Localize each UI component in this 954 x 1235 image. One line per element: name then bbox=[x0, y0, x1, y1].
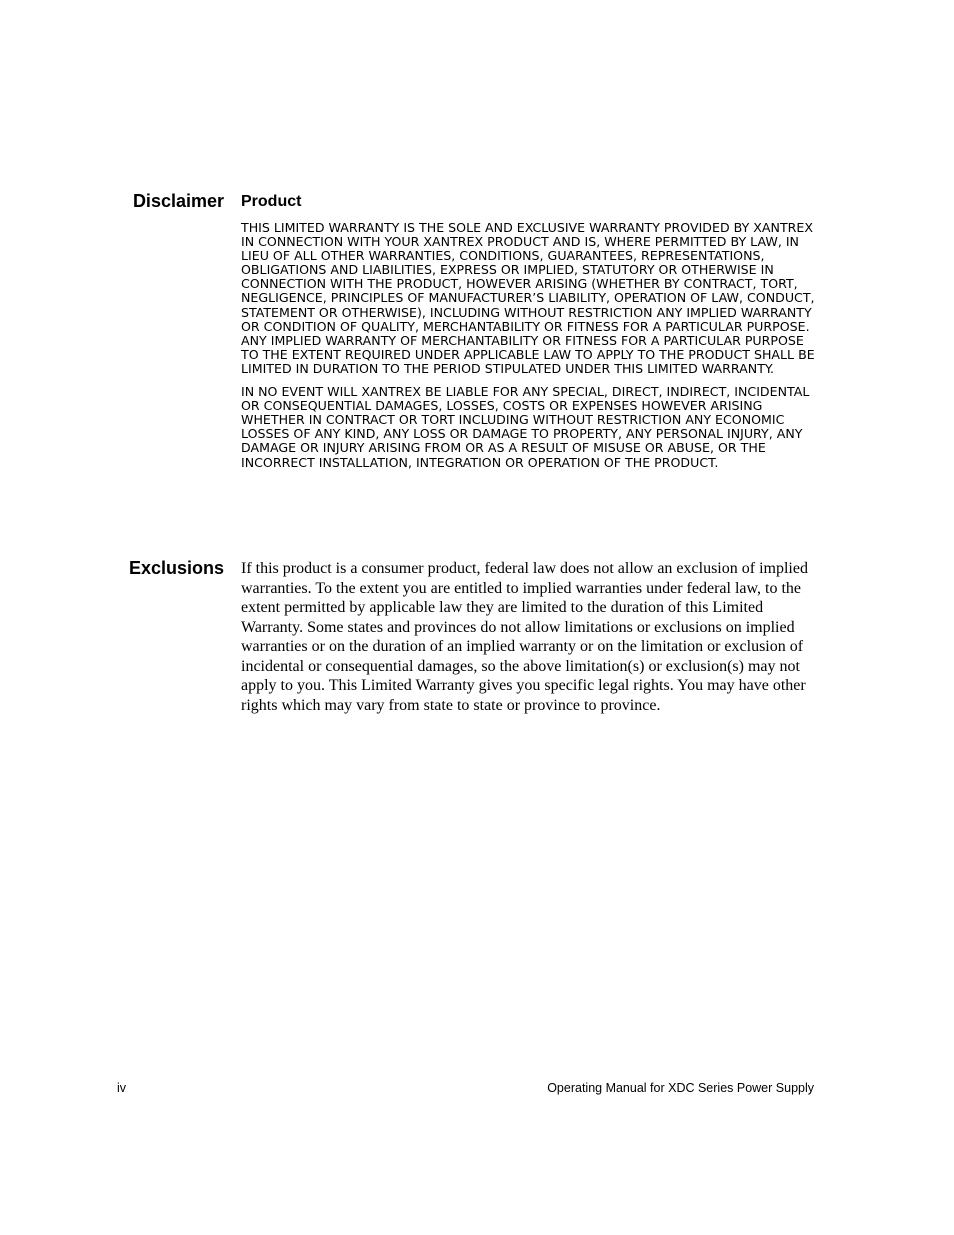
disclaimer-section bbox=[241, 192, 816, 479]
exclusions-heading: Exclusions bbox=[128, 558, 224, 578]
exclusions-paragraph: If this product is a consumer product, federal law does not allow an exclusion of implied warranties. To the extent you are entitled to implied warranties under federal law, to the extent permitted by applicable law they are limited to the duration of this Limited Warranty. Some states and provinces do not allow limitations or exclusions on implied warranties or on the duration of an implied warranty or on the limitation or exclusion of incidental or consequential damages, so the above limitation(s) or exclusion(s) may not apply to you. This Limited Warranty gives you specific legal rights. You may have other rights which may vary from state to state or province to province. bbox=[241, 560, 808, 714]
product-subheading: Product bbox=[241, 193, 302, 210]
exclusions-section bbox=[241, 559, 816, 715]
disclaimer-paragraph-liability: IN NO EVENT WILL XANTREX BE LIABLE FOR ANY SPECIAL, DIRECT, INDIRECT, INCIDENTAL OR CONSEQUENTIAL DAMAGES, LOSSES, COSTS OR EXPENSES HOWEVER ARISING WHETHER IN CONTRACT OR TORT INCLUDING WITHOUT RESTRICTION ANY ECONOMIC LOSSES OF ANY KIND, ANY LOSS OR DAMAGE TO PROPERTY, ANY PERSONAL INJURY, ANY DAMAGE OR INJURY ARISING FROM OR AS A RESULT OF MISUSE OR ABUSE, OR THE INCORRECT INSTALLATION, INTEGRATION OR OPERATION OF THE PRODUCT. bbox=[241, 384, 810, 470]
disclaimer-paragraph-warranty: THIS LIMITED WARRANTY IS THE SOLE AND EXCLUSIVE WARRANTY PROVIDED BY XANTREX IN CONNECTION WITH YOUR XANTREX PRODUCT AND IS, WHERE PERMITTED BY LAW, IN LIEU OF ALL OTHER WARRANTIES, CONDITIONS, GUARANTEES, REPRESENTATIONS, OBLIGATIONS AND LIABILITIES, EXPRESS OR IMPLIED, STATUTORY OR OTHERWISE IN CONNECTION WITH THE PRODUCT, HOWEVER ARISING (WHETHER BY CONTRACT, TORT, NEGLIGENCE, PRINCIPLES OF MANUFACTURER’S LIABILITY, OPERATION OF LAW, CONDUCT, STATEMENT OR OTHERWISE), INCLUDING WITHOUT RESTRICTION ANY IMPLIED WARRANTY OR CONDITION OF QUALITY, MERCHANTABILITY OR FITNESS FOR A PARTICULAR PURPOSE. ANY IMPLIED WARRANTY OF MERCHANTABILITY OR FITNESS FOR A PARTICULAR PURPOSE TO THE EXTENT REQUIRED UNDER APPLICABLE LAW TO APPLY TO THE PRODUCT SHALL BE LIMITED IN DURATION TO THE PERIOD STIPULATED UNDER THIS LIMITED WARRANTY. bbox=[241, 220, 815, 376]
disclaimer-heading: Disclaimer bbox=[132, 191, 224, 211]
footer-document-title: Operating Manual for XDC Series Power Supply bbox=[547, 1081, 814, 1095]
page-number: iv bbox=[117, 1081, 127, 1095]
